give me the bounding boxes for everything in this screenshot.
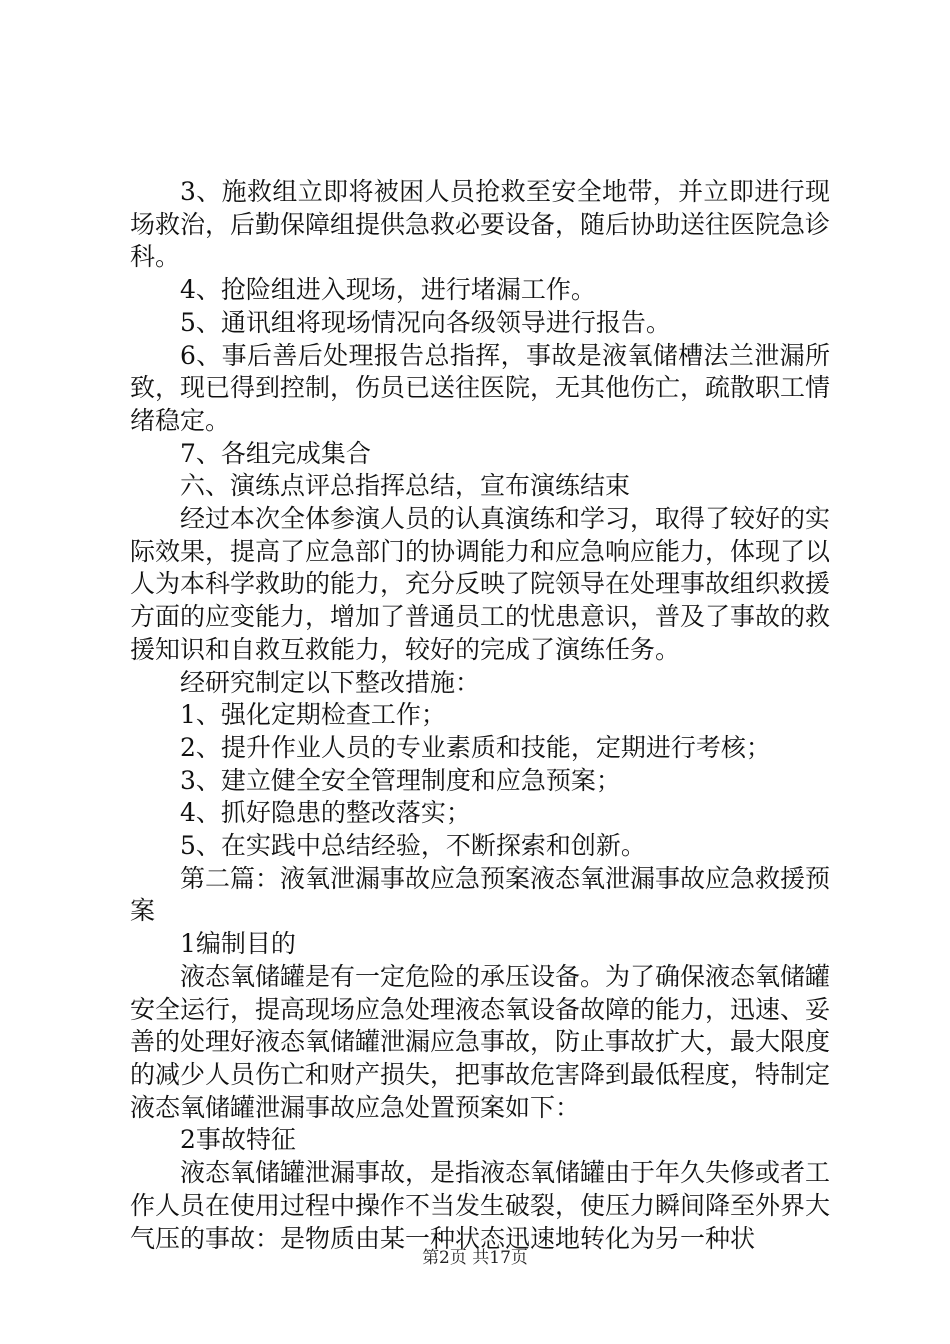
paragraph-assembly: 7、各组完成集合 (180, 438, 371, 468)
paragraph-rescue-team: 3、施救组立即将被困人员抢救至安全地带，并立即进行现场救治，后勤保障组提供急救必要设备，随后协助送往医院急诊科。 (130, 177, 831, 272)
section-heading-accident-features: 2事故特征 (180, 1125, 296, 1155)
paragraph-purpose: 液态氧储罐是有一定危险的承压设备。为了确保液态氧储罐安全运行，提高现场应急处理液态氧设备故障的能力，迅速、妥善的处理好液态氧储罐泄漏应急事故，防止事故扩大，最大限度的减少人员伤亡和财产损失，把事故危害降到最低程度，特制定液态氧储罐泄漏事故应急处置预案如下： (130, 961, 831, 1122)
page-number-footer: 第2页 共17页 (422, 1248, 528, 1268)
section-heading-drill-review: 六、演练点评总指挥总结，宣布演练结束 (180, 471, 631, 501)
list-item-measure-3: 3、建立健全安全管理制度和应急预案； (180, 765, 621, 795)
paragraph-aftermath-report: 6、事后善后处理报告总指挥，事故是液氧储槽法兰泄漏所致，现已得到控制，伤员已送往医院，无其他伤亡，疏散职工情绪稳定。 (130, 340, 831, 435)
document-body (130, 176, 830, 1255)
list-item-measure-2: 2、提升作业人员的专业素质和技能，定期进行考核； (180, 732, 771, 762)
paragraph-drill-summary: 经过本次全体参演人员的认真演练和学习，取得了较好的实际效果，提高了应急部门的协调能力和应急响应能力，体现了以人为本科学救助的能力，充分反映了院领导在处理事故组织救援方面的应变能力，增加了普通员工的忧患意识，普及了事故的救援知识和自救互救能力，较好的完成了演练任务。 (130, 504, 831, 664)
list-item-measure-5: 5、在实践中总结经验，不断探索和创新。 (180, 831, 646, 861)
section-heading-purpose: 1编制目的 (180, 929, 296, 959)
paragraph-accident-features: 液态氧储罐泄漏事故，是指液态氧储罐由于年久失修或者工作人员在使用过程中操作不当发生破裂，使压力瞬间降至外界大气压的事故：是物质由某一种状态迅速地转化为另一种状 (130, 1158, 831, 1253)
list-item-measure-1: 1、强化定期检查工作； (180, 700, 446, 730)
chapter-heading-part-two: 第二篇：液氧泄漏事故应急预案液态氧泄漏事故应急救援预案 (130, 863, 831, 926)
paragraph-leak-plugging: 4、抢险组进入现场，进行堵漏工作。 (180, 275, 596, 305)
paragraph-rectification-intro: 经研究制定以下整改措施： (180, 667, 481, 697)
paragraph-communication-report: 5、通讯组将现场情况向各级领导进行报告。 (180, 307, 671, 337)
list-item-measure-4: 4、抓好隐患的整改落实； (180, 798, 471, 828)
